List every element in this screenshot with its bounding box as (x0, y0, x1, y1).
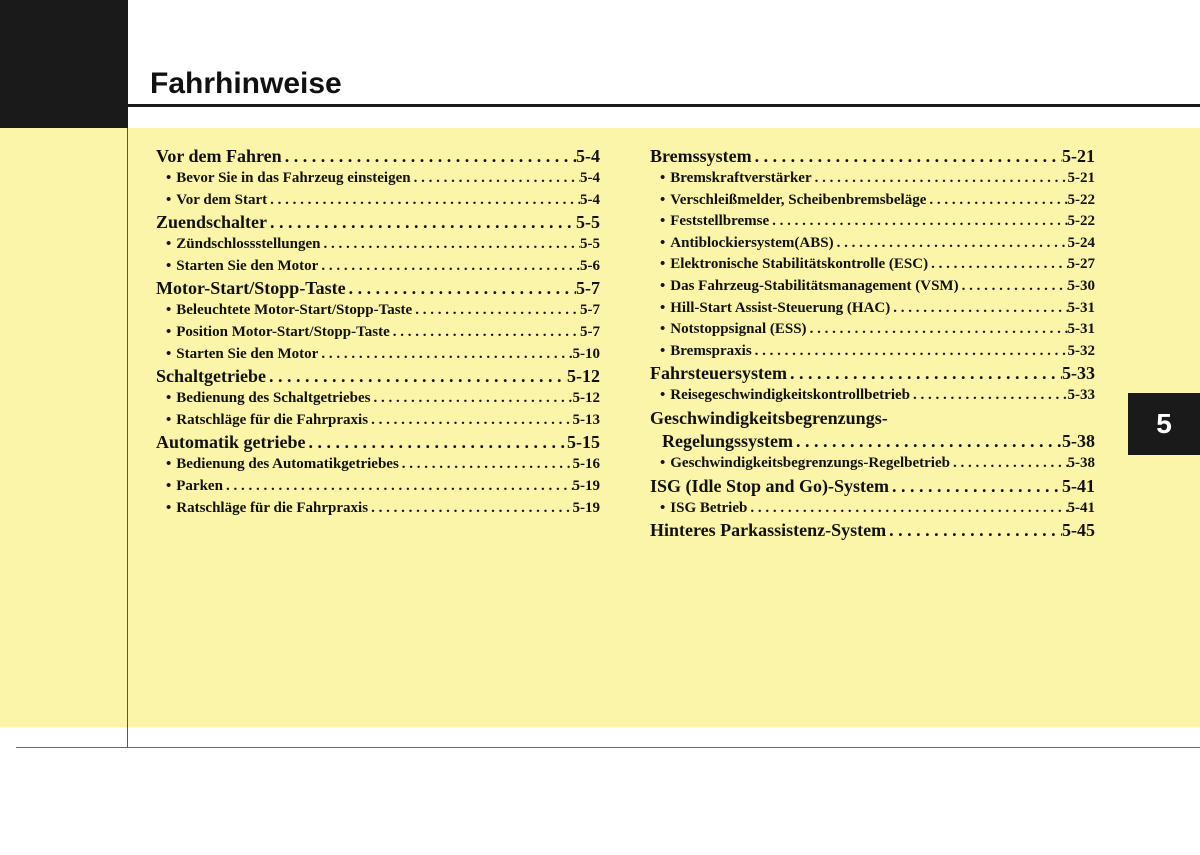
dot-leader (399, 454, 573, 476)
toc-subsection-entry[interactable] (156, 498, 600, 520)
toc-entry-label: Reisegeschwindigkeitskontrollbetrieb (670, 387, 910, 404)
toc-subsection-entry[interactable] (650, 254, 1095, 276)
toc-entry-label: Bedienung des Schaltgetriebes (176, 390, 371, 407)
toc-entry-label: Zündschlossstellungen (176, 236, 321, 253)
dot-leader (950, 453, 1068, 475)
toc-section-entry[interactable] (156, 277, 600, 300)
toc-entry-label: Motor-Start/Stopp-Taste (156, 278, 346, 299)
toc-subsection-entry[interactable] (156, 476, 600, 498)
bullet-icon: • (660, 342, 666, 359)
dot-leader (926, 190, 1067, 212)
dot-leader (787, 362, 1062, 385)
bullet-icon: • (660, 170, 666, 186)
bullet-icon: • (166, 345, 172, 362)
toc-entry-label: Hill-Start Assist-Steuerung (HAC) (670, 299, 891, 316)
bullet-icon: • (166, 411, 172, 428)
bullet-icon: • (660, 387, 666, 404)
toc-page-number: 5-38 (1062, 430, 1095, 451)
dot-leader (390, 322, 580, 344)
dot-leader (368, 410, 572, 432)
toc-column-left (156, 145, 600, 519)
toc-subsection-entry[interactable] (650, 385, 1095, 407)
chapter-tab[interactable] (1128, 393, 1200, 455)
toc-page-number: 5-30 (1067, 277, 1095, 294)
toc-entry-label: Feststellbremse (670, 213, 770, 230)
toc-section-entry[interactable] (650, 475, 1095, 498)
toc-page-number: 5-24 (1067, 234, 1095, 251)
dot-leader (411, 168, 580, 190)
toc-page-number: 5-15 (567, 432, 600, 453)
dot-leader (889, 475, 1062, 498)
toc-subsection-entry[interactable] (650, 233, 1095, 255)
dot-leader (321, 234, 581, 256)
toc-subsection-entry[interactable] (156, 256, 600, 278)
toc-page-number: 5-12 (567, 366, 600, 387)
toc-subsection-entry[interactable] (156, 344, 600, 366)
toc-section-entry[interactable] (156, 365, 600, 388)
dot-leader (752, 145, 1062, 168)
dot-leader (223, 476, 573, 498)
toc-page-number: 5-4 (580, 191, 600, 208)
toc-entry-label: Regelungssystem (662, 430, 793, 451)
toc-subsection-entry[interactable] (650, 498, 1095, 520)
toc-page-number: 5-4 (580, 170, 600, 186)
toc-entry-label: Verschleißmelder, Scheibenbremsbeläge (670, 191, 927, 208)
toc-page-number: 5-7 (580, 302, 600, 319)
dot-leader (412, 300, 580, 322)
bullet-icon: • (166, 302, 172, 319)
toc-entry-label: ISG Betrieb (670, 499, 748, 516)
toc-page-number: 5-5 (576, 212, 600, 233)
dot-leader (890, 298, 1067, 320)
toc-entry-label: Bedienung des Automatikgetriebes (176, 456, 399, 473)
toc-entry-label: Geschwindigkeitsbegrenzungs-Regelbetrieb (670, 454, 950, 471)
toc-section-entry[interactable] (156, 145, 600, 168)
toc-entry-label: Fahrsteuersystem (650, 363, 787, 384)
toc-subsection-entry[interactable] (156, 190, 600, 212)
toc-entry-label: Antiblockiersystem(ABS) (670, 234, 834, 251)
toc-page-number: 5-21 (1062, 146, 1095, 166)
dot-leader (346, 277, 576, 300)
toc-subsection-entry[interactable] (156, 410, 600, 432)
bullet-icon: • (660, 213, 666, 230)
dot-leader (928, 254, 1067, 276)
toc-subsection-entry[interactable] (156, 234, 600, 256)
toc-page-number: 5-33 (1067, 387, 1095, 404)
toc-subsection-entry[interactable] (650, 298, 1095, 320)
dot-leader (305, 431, 567, 454)
toc-page-number: 5-41 (1062, 475, 1095, 496)
toc-subsection-entry[interactable] (650, 211, 1095, 233)
toc-entry-label: Vor dem Start (176, 191, 268, 208)
bullet-icon: • (166, 499, 172, 516)
toc-entry-label: Starten Sie den Motor (176, 345, 319, 362)
toc-entry-label: Bevor Sie in das Fahrzeug einsteigen (176, 170, 411, 186)
toc-page-number: 5-19 (572, 499, 600, 516)
margin-rule (127, 128, 128, 748)
bullet-icon: • (166, 477, 172, 494)
toc-entry-label: Starten Sie den Motor (176, 257, 319, 274)
toc-subsection-entry[interactable] (156, 454, 600, 476)
toc-page-number: 5-31 (1067, 321, 1095, 338)
bullet-icon: • (660, 256, 666, 273)
toc-page-number: 5-22 (1067, 191, 1095, 208)
toc-page-number: 5-7 (576, 278, 600, 299)
toc-section-entry[interactable] (156, 211, 600, 234)
toc-page-number: 5-5 (580, 236, 600, 253)
toc-entry-label: Notstoppsignal (ESS) (670, 321, 807, 338)
toc-entry-label: Das Fahrzeug-Stabilitätsmanagement (VSM) (670, 277, 959, 294)
toc-entry-label: Elektronische Stabilitätskontrolle (ESC) (670, 256, 929, 273)
toc-page-number: 5-7 (580, 323, 600, 340)
bullet-icon: • (660, 299, 666, 316)
dot-leader (812, 168, 1068, 190)
toc-page-number: 5-41 (1067, 499, 1095, 516)
toc-page-number: 5-21 (1067, 170, 1095, 186)
dot-leader (318, 256, 580, 278)
bullet-icon: • (166, 456, 172, 473)
toc-subsection-entry[interactable] (156, 168, 600, 190)
toc-entry-label: Vor dem Fahren (156, 146, 282, 166)
toc-entry-label: Geschwindigkeitsbegrenzungs- (650, 407, 888, 428)
toc-entry-label: Automatik getriebe (156, 432, 306, 453)
bullet-icon: • (166, 236, 172, 253)
dot-leader (910, 385, 1068, 407)
toc-entry-label: Parken (176, 477, 223, 494)
toc-subsection-entry[interactable] (650, 168, 1095, 190)
toc-page-number: 5-6 (580, 257, 600, 274)
dot-leader (793, 430, 1062, 453)
toc-page-number: 5-38 (1067, 454, 1095, 471)
bullet-icon: • (660, 321, 666, 338)
toc-section-entry[interactable] (650, 430, 1095, 453)
toc-entry-label: Bremssystem (650, 146, 752, 166)
bullet-icon: • (660, 234, 666, 251)
toc-page-number: 5-4 (576, 146, 600, 166)
dot-leader (834, 233, 1068, 255)
toc-entry-label: Bremspraxis (670, 342, 752, 359)
dot-leader (368, 498, 572, 520)
bullet-icon: • (166, 170, 172, 186)
bullet-icon: • (660, 499, 666, 516)
dot-leader (267, 211, 576, 234)
dot-leader (959, 276, 1068, 298)
dot-leader (752, 341, 1068, 363)
toc-section-entry[interactable] (650, 145, 1095, 168)
toc-page-number: 5-22 (1067, 213, 1095, 230)
toc-entry-label: Schaltgetriebe (156, 366, 266, 387)
bullet-icon: • (660, 191, 666, 208)
toc-page-number: 5-13 (572, 411, 600, 428)
toc-subsection-entry[interactable] (650, 319, 1095, 341)
bullet-icon: • (166, 390, 172, 407)
bullet-icon: • (166, 257, 172, 274)
toc-entry-label: Ratschläge für die Fahrpraxis (176, 499, 369, 516)
toc-subsection-entry[interactable] (650, 190, 1095, 212)
toc-subsection-entry[interactable] (650, 276, 1095, 298)
dot-leader (266, 365, 567, 388)
toc-section-entry[interactable] (156, 431, 600, 454)
dot-leader (282, 145, 576, 168)
toc-page-number: 5-45 (1062, 520, 1095, 541)
dot-leader (747, 498, 1067, 520)
corner-tab (0, 0, 128, 128)
title-rule (128, 104, 1200, 107)
toc-page-number: 5-31 (1067, 299, 1095, 316)
toc-page-number: 5-27 (1067, 256, 1095, 273)
toc-column-right (650, 145, 1095, 542)
dot-leader (267, 190, 580, 212)
toc-entry-label: Ratschläge für die Fahrpraxis (176, 411, 369, 428)
chapter-number: 5 (1156, 408, 1172, 439)
footer-rule (16, 747, 1200, 748)
bullet-icon: • (660, 277, 666, 294)
page-title: Fahrhinweise (150, 67, 342, 100)
toc-subsection-entry[interactable] (156, 388, 600, 410)
toc-page-number: 5-32 (1067, 342, 1095, 359)
bullet-icon: • (166, 323, 172, 340)
toc-section-entry[interactable] (650, 362, 1095, 385)
toc-page-number: 5-19 (572, 477, 600, 494)
dot-leader (886, 519, 1062, 542)
toc-subsection-entry[interactable] (650, 341, 1095, 363)
bullet-icon: • (660, 454, 666, 471)
toc-subsection-entry[interactable] (650, 453, 1095, 475)
toc-entry-label: Hinteres Parkassistenz-System (650, 520, 887, 541)
toc-page-number: 5-16 (572, 456, 600, 473)
toc-section-entry[interactable] (650, 407, 1095, 430)
toc-page-number: 5-10 (572, 345, 600, 362)
bullet-icon: • (166, 191, 172, 208)
toc-entry-label: Bremskraftverstärker (670, 170, 812, 186)
toc-page-number: 5-12 (572, 390, 600, 407)
dot-leader (807, 319, 1068, 341)
toc-subsection-entry[interactable] (156, 322, 600, 344)
toc-entry-label: Position Motor-Start/Stopp-Taste (176, 323, 390, 340)
dot-leader (370, 388, 572, 410)
toc-section-entry[interactable] (650, 519, 1095, 542)
dot-leader (318, 344, 572, 366)
dot-leader (769, 211, 1067, 233)
toc-entry-label: Zuendschalter (156, 212, 268, 233)
toc-entry-label: Beleuchtete Motor-Start/Stopp-Taste (176, 302, 413, 319)
toc-subsection-entry[interactable] (156, 300, 600, 322)
toc-entry-label: ISG (Idle Stop and Go)-System (650, 475, 890, 496)
toc-page-number: 5-33 (1062, 363, 1095, 384)
